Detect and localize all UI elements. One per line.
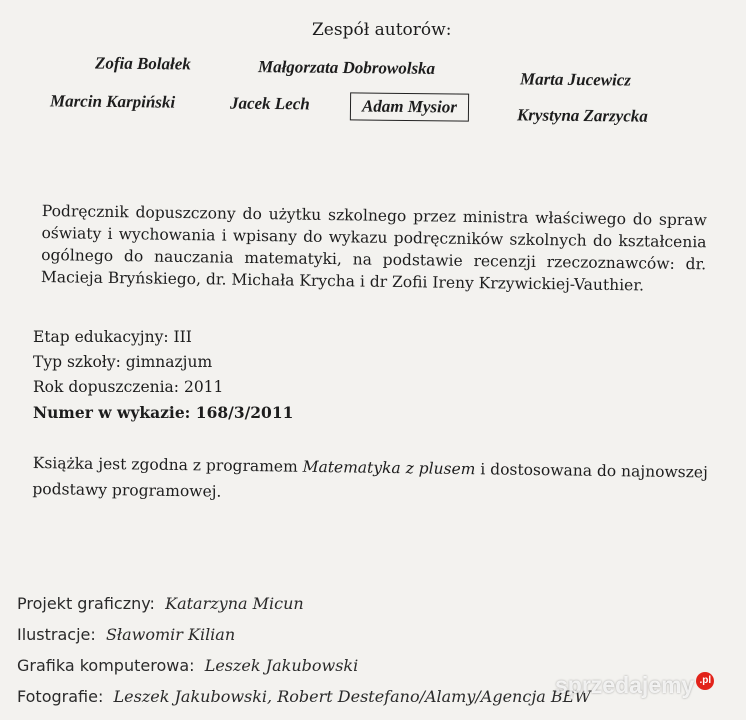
author-name-highlighted: Adam Mysior [350, 92, 469, 121]
credit-person: Sławomir Kilian [105, 625, 236, 644]
program-title: Matematyka z plusem [302, 457, 476, 479]
author-name: Zofia Bolałek [94, 53, 191, 74]
compliance-text-end: i dostosowana do najnowszej podstawy programowej. [32, 460, 708, 501]
credit-person: Leszek Jakubowski, Robert Destefano/Alamy/Agencja BEW [113, 687, 591, 706]
author-name: Jacek Lech [229, 93, 310, 114]
credit-role: Projekt graficzny: [17, 594, 155, 613]
author-name: Marcin Karpiński [49, 91, 176, 112]
compliance-statement [32, 450, 723, 512]
credit-role: Fotografie: [17, 687, 104, 706]
watermark-text: sprzedajemy [555, 672, 695, 698]
compliance-text-start: Książka jest zgodna z programem [32, 453, 303, 476]
credit-illustrations [17, 625, 235, 644]
credit-role: Grafika komputerowa: [17, 656, 195, 675]
registry-number: Numer w wykazie: 168/3/2011 [33, 403, 294, 422]
authors-heading: Zespół autorów: [312, 20, 452, 40]
author-name: Krystyna Zarzycka [516, 105, 648, 126]
author-name: Marta Jucewicz [519, 69, 632, 90]
credit-role: Ilustracje: [17, 625, 96, 644]
watermark-logo [555, 672, 714, 699]
approval-year: Rok dopuszczenia: 2011 [33, 378, 224, 396]
educational-stage: Etap edukacyjny: III [33, 328, 192, 346]
watermark-tld: .pl [696, 672, 714, 690]
school-type: Typ szkoły: gimnazjum [33, 353, 213, 371]
credit-person: Katarzyna Micun [165, 594, 304, 613]
credit-computer-graphics [17, 656, 358, 675]
credit-photographs [17, 687, 591, 706]
approval-paragraph: Podręcznik dopuszczony do użytku szkolnego przez ministra właściwego do spraw oświaty i wychowania i wpisany do wykazu podręczników szkolnych do kształcenia ogólnego do nauczania matematyki, na podstawie recenzji rzeczoznawców: dr. Macieja Bryńskiego, dr. Michała Krycha i dr Zofii Ireny Krzywickiej-Vauthier. [40, 201, 707, 295]
credit-graphic-design [17, 594, 304, 613]
author-name: Małgorzata Dobrowolska [257, 57, 436, 78]
credit-person: Leszek Jakubowski [204, 656, 359, 675]
